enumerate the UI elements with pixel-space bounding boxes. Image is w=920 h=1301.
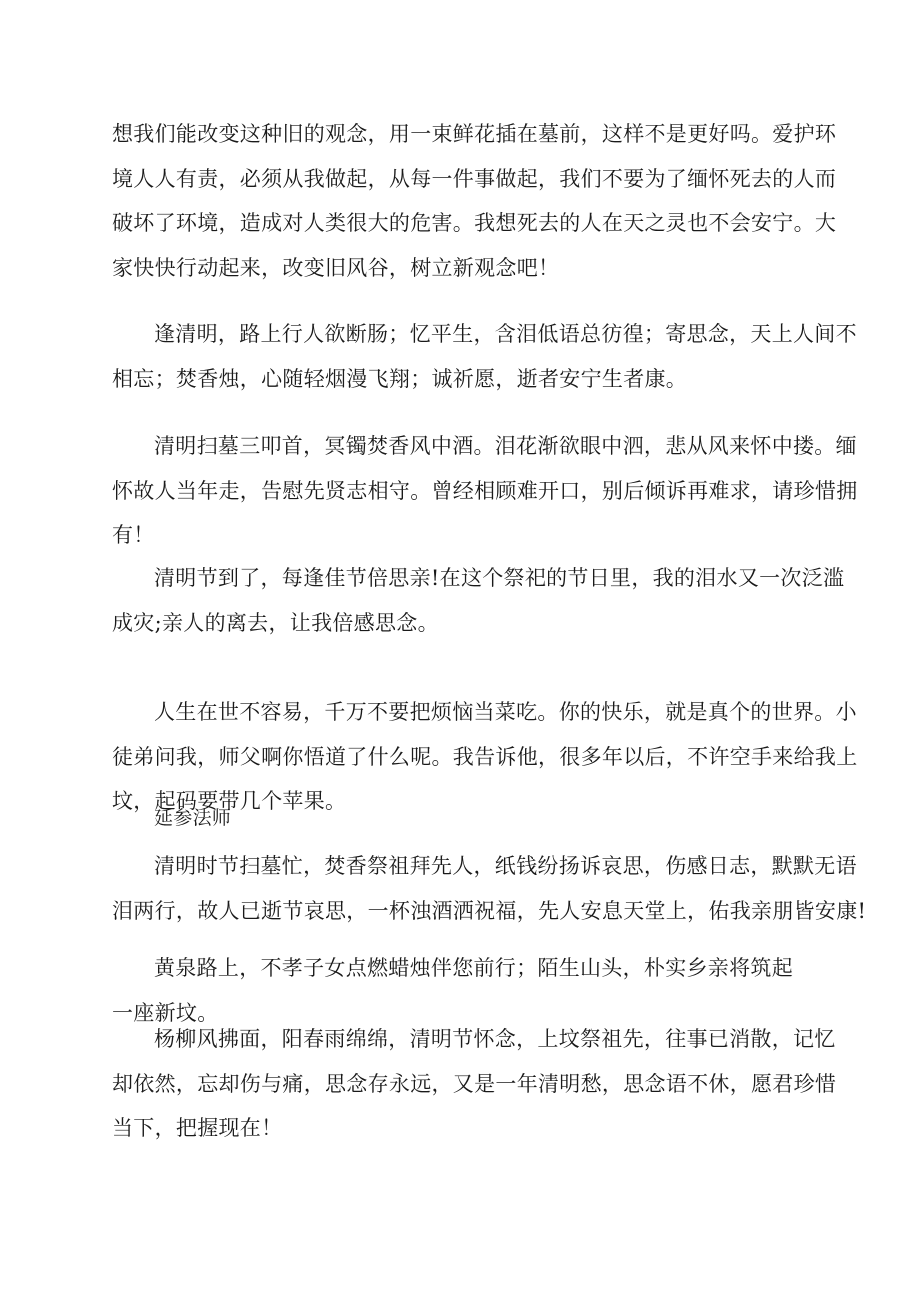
text-line: 成灾;亲人的离去，让我倍感思念。 [112,610,439,635]
text-line: 有！ [112,523,155,547]
text-line: 家快快行动起来，改变旧风谷，树立新观念吧！ [112,255,560,280]
text-line: 怀故人当年走，告慰先贤志相守。曾经相顾难开口，别后倾诉再难求，请珍惜拥 [112,478,858,503]
text-line: 一座新坟。 [112,1000,219,1025]
text-line: 人生在世不容易，千万不要把烦恼当菜吃。你的快乐，就是真个的世界。小 [154,700,857,724]
text-line: 相忘；焚香烛，心随轻烟漫飞翔；诚祈愿，逝者安宁生者康。 [112,366,688,391]
text-line: 清明时节扫墓忙，焚香祭祖拜先人，纸钱纷扬诉哀思，伤感日志，默默无语 [154,854,857,878]
text-line: 当下，把握现在！ [112,1116,283,1140]
paragraph-p7 [112,844,867,933]
paragraph-p2 [112,312,857,401]
text-line: 想我们能改变这种旧的观念，用一束鲜花插在墓前，这样不是更好吗。爱护环 [112,122,837,146]
text-line: 坟，起码要带几个苹果。 [112,789,347,813]
text-line: 逢清明，路上行人欲断肠；忆平生，含泪低语总彷徨；寄思念，天上人间不 [154,322,857,346]
paragraph-p3 [112,424,858,558]
paragraph-p6 [112,796,812,841]
text-line: 杨柳风拂面，阳春雨绵绵，清明节怀念，上坟祭祖先，往事已消散，记忆 [154,1027,836,1051]
text-line: 破坏了环境，造成对人类很大的危害。我想死去的人在天之灵也不会安宁。大 [112,211,837,235]
text-line: 却依然，忘却伤与痛，思念存永远，又是一年清明愁，思念语不休，愿君珍惜 [112,1071,837,1096]
text-line: 清明扫墓三叩首，冥镯焚香风中酒。泪花渐欲眼中泗，悲从风来怀中搂。缅 [154,434,857,458]
text-line: 泪两行，故人已逝节哀思，一杯浊酒洒祝福，先人安息天堂上，佑我亲朋皆安康! [112,898,867,923]
text-line: 清明节到了，每逢佳节倍思亲!在这个祭祀的节日里，我的泪水又一次泛滥 [154,566,845,590]
text-line: 延参法师 [154,807,232,829]
text-line: 黄泉路上，不孝子女点燃蜡烛伴您前行；陌生山头，朴实乡亲将筑起 [154,956,793,980]
paragraph-p9 [112,1017,837,1151]
text-line: 徒弟问我，师父啊你悟道了什么呢。我告诉他，很多年以后，不许空手来给我上 [112,744,858,769]
text-line: 境人人有责，必须从我做起，从每一件事做起，我们不要为了缅怀死去的人而 [112,166,837,191]
paragraph-p4 [112,556,845,645]
paragraph-p1 [112,112,837,290]
